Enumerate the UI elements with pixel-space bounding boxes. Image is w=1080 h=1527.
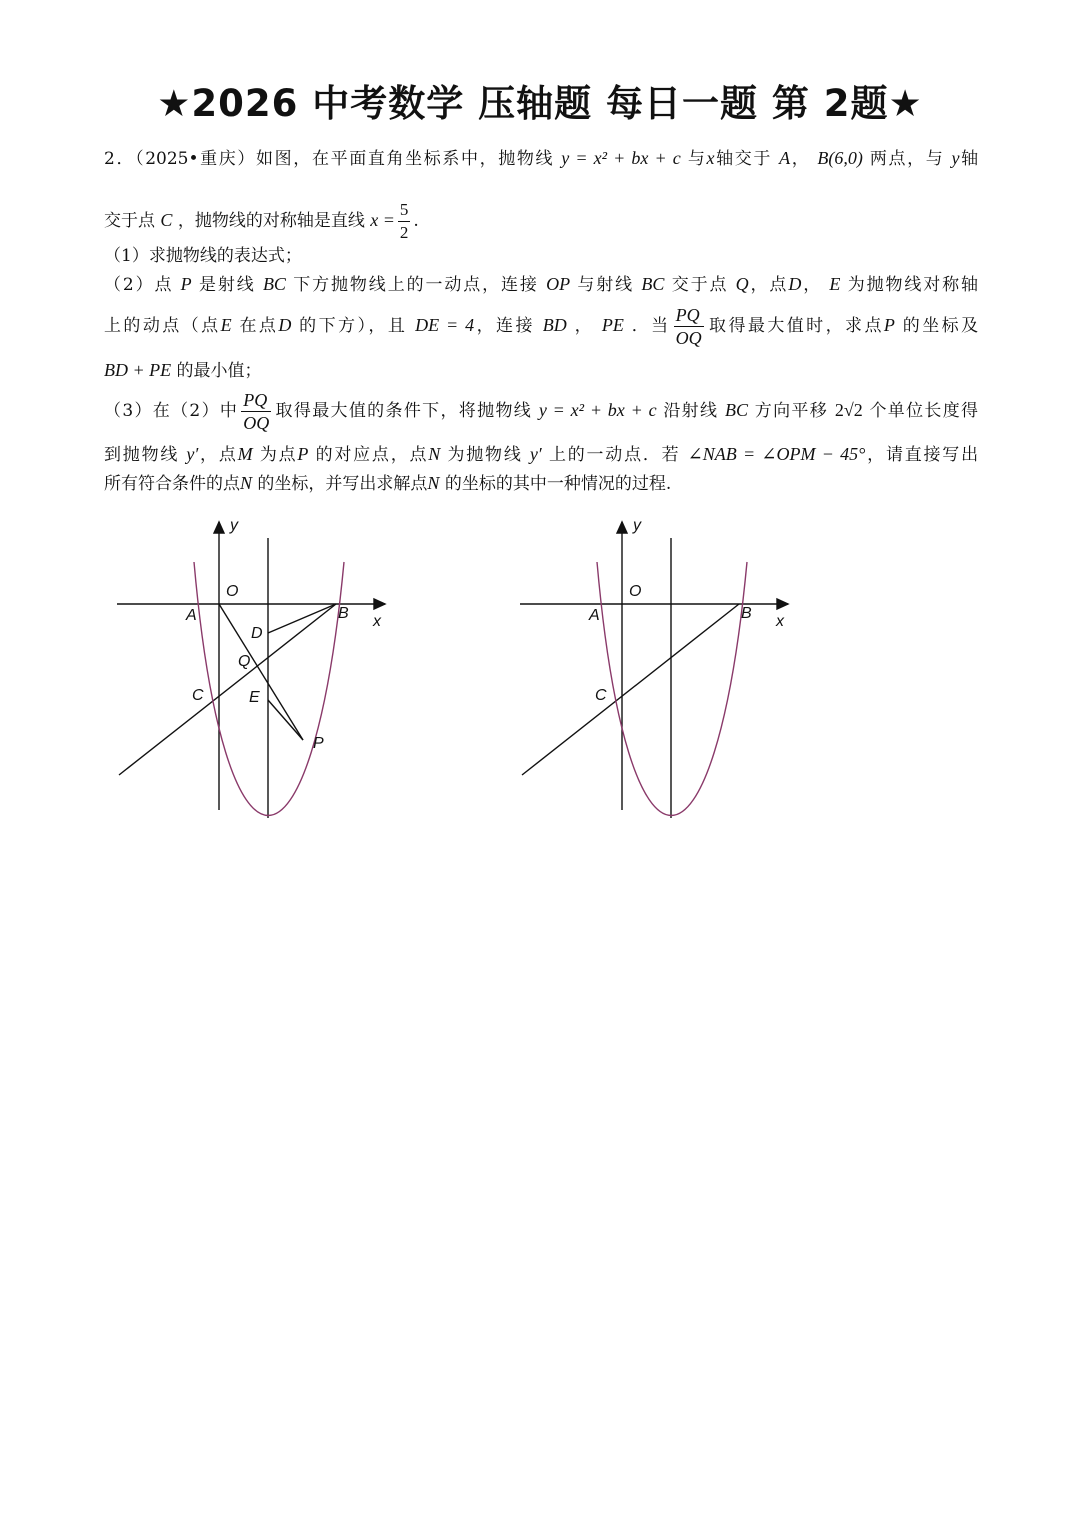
q3-text-l2a: 到抛物线 bbox=[104, 445, 180, 465]
parabola-y-prime: y′ bbox=[186, 444, 199, 464]
fraction-pq-2: PQ bbox=[241, 389, 271, 412]
label-a-1: A bbox=[186, 607, 197, 624]
problem-number: 2 bbox=[104, 149, 115, 169]
q2-text-l2e: ， bbox=[574, 316, 595, 336]
label-y-1: y bbox=[230, 517, 238, 534]
label-x-2: x bbox=[776, 613, 784, 630]
label-p-1: P bbox=[313, 735, 324, 752]
var-y: y bbox=[951, 148, 960, 168]
axis-equation: x = bbox=[370, 210, 395, 230]
fraction-oq-2: OQ bbox=[243, 413, 270, 433]
q2-text-l2g: 取得最大值时，求点 bbox=[706, 316, 884, 336]
problem-intro: 如图，在平面直角坐标系中，抛物线 bbox=[256, 149, 555, 169]
text-intersect: 交于点 bbox=[104, 211, 155, 231]
point-n: N bbox=[428, 444, 441, 464]
q3-text-d: 方向平移 bbox=[754, 401, 829, 421]
label-c-1: C bbox=[192, 687, 204, 704]
ray-bc-3: BC bbox=[725, 400, 749, 420]
problem-line-1: 2．（2025•重庆）如图，在平面直角坐标系中，抛物线 y = x² + bx + c 与x轴交于 A， B(6,0) 两点，与 y轴 bbox=[104, 148, 979, 169]
label-q-1: Q bbox=[238, 653, 251, 670]
q3-text-l3c: 的坐标的其中一种情况的过程. bbox=[444, 474, 672, 494]
segment-pe: PE bbox=[601, 315, 624, 335]
label-b-1: B bbox=[338, 605, 349, 622]
point-e: E bbox=[829, 274, 841, 294]
q2-text-l2c: 的下方），且 bbox=[299, 316, 408, 336]
segment-bd: BD bbox=[542, 315, 567, 335]
fraction-pq: PQ bbox=[674, 304, 704, 327]
fraction-numerator: 5 bbox=[398, 199, 411, 222]
point-c: C bbox=[160, 210, 173, 230]
q3-text-b: 取得最大值的条件下，将抛物线 bbox=[274, 401, 533, 421]
q2-text-l2a: 上的动点（点 bbox=[104, 316, 221, 336]
point-e-2: E bbox=[220, 315, 232, 335]
page-title: ★2026 中考数学 压轴题 每日一题 第 2题★ bbox=[157, 82, 923, 125]
point-b: B(6,0) bbox=[817, 148, 863, 168]
label-o-1: O bbox=[226, 583, 239, 600]
q3-text-l3b: 的坐标，并写出求解点 bbox=[257, 474, 428, 494]
text-comma: ， bbox=[790, 149, 811, 169]
parabola-y-prime-2: y′ bbox=[529, 444, 542, 464]
point-d-2: D bbox=[278, 315, 292, 335]
q2-text-e: 交于点 bbox=[671, 275, 729, 295]
ray-bc: BC bbox=[262, 274, 286, 294]
question-1: （1）求抛物线的表达式； bbox=[104, 246, 302, 266]
ray-bc-2: BC bbox=[641, 274, 665, 294]
condition-de: DE = 4 bbox=[415, 315, 475, 335]
angle-condition: ∠NAB = ∠OPM − 45° bbox=[687, 444, 866, 464]
q2-text-f: ，点 bbox=[748, 275, 789, 295]
q3-text-l3a: 所有符合条件的点 bbox=[104, 474, 240, 494]
q3-text-l2d: 的对应点，点 bbox=[315, 445, 429, 465]
label-c-2: C bbox=[595, 687, 607, 704]
q2-text-l2h: 的坐标及 bbox=[902, 316, 979, 336]
text-axis: 轴交于 bbox=[714, 149, 773, 169]
q2-text-h: 为抛物线对称轴 bbox=[847, 275, 979, 295]
segment-op: OP bbox=[546, 274, 571, 294]
text-symmetry: ，抛物线的对称轴是直线 bbox=[177, 211, 365, 231]
q3-text-c: 沿射线 bbox=[663, 401, 719, 421]
q2-text-d: 与射线 bbox=[577, 275, 635, 295]
label-o-2: O bbox=[629, 583, 642, 600]
q2-text-l2b: 在点 bbox=[239, 316, 279, 336]
point-n-3: N bbox=[427, 473, 440, 493]
fraction-denominator: 2 bbox=[399, 223, 409, 242]
parabola-equation-2: y = x² + bx + c bbox=[538, 400, 657, 420]
line-bc-2 bbox=[522, 604, 739, 775]
q3-text-l2b: ，点 bbox=[198, 445, 238, 465]
text-period: . bbox=[413, 211, 419, 231]
fraction-oq: OQ bbox=[675, 328, 702, 348]
label-b-2: B bbox=[741, 605, 752, 622]
text-axis-end: 轴 bbox=[959, 149, 979, 169]
point-a: A bbox=[779, 148, 791, 168]
y-axis-arrow-2 bbox=[617, 522, 627, 533]
q2-text-g: ， bbox=[801, 275, 823, 295]
text-two-points: 两点，与 bbox=[869, 149, 945, 169]
q3-text-l2c: 为点 bbox=[259, 445, 298, 465]
problem-source: （2025•重庆） bbox=[135, 149, 257, 169]
point-m: M bbox=[237, 444, 253, 464]
var-x: x bbox=[706, 148, 715, 168]
q2-text-c: 下方抛物线上的一动点，连接 bbox=[293, 275, 539, 295]
label-d-1: D bbox=[251, 625, 263, 642]
point-p-2: P bbox=[883, 315, 895, 335]
q2-text-l3b: 的最小值； bbox=[176, 361, 262, 381]
q2-text-a: （2）点 bbox=[104, 275, 174, 295]
label-e-1: E bbox=[249, 689, 260, 706]
label-a-2: A bbox=[589, 607, 600, 624]
q3-text-l2g: ，请直接写出 bbox=[865, 445, 979, 465]
q3-text-a: （3）在（2）中 bbox=[104, 401, 239, 421]
q3-text-l2e: 为抛物线 bbox=[447, 445, 523, 465]
point-p-3: P bbox=[297, 444, 309, 464]
text-with: 与 bbox=[687, 149, 707, 169]
x-axis-arrow-2 bbox=[777, 599, 788, 609]
sum-bd-pe: BD + PE bbox=[104, 360, 172, 380]
parabola-curve-2 bbox=[597, 562, 747, 816]
parabola-equation: y = x² + bx + c bbox=[561, 148, 681, 168]
q2-text-l2d: ，连接 bbox=[474, 316, 535, 336]
point-n-2: N bbox=[240, 473, 253, 493]
label-x-1: x bbox=[373, 613, 381, 630]
q3-text-l2f: 上的一动点．若 bbox=[548, 445, 681, 465]
point-d: D bbox=[788, 274, 802, 294]
point-p: P bbox=[180, 274, 192, 294]
point-q: Q bbox=[735, 274, 749, 294]
shift-distance: 2√2 bbox=[834, 400, 863, 420]
label-y-2: y bbox=[633, 517, 641, 534]
q2-text-b: 是射线 bbox=[198, 275, 256, 295]
q2-text-l2f: ．当 bbox=[631, 316, 671, 336]
q3-text-e: 个单位长度得 bbox=[869, 401, 979, 421]
